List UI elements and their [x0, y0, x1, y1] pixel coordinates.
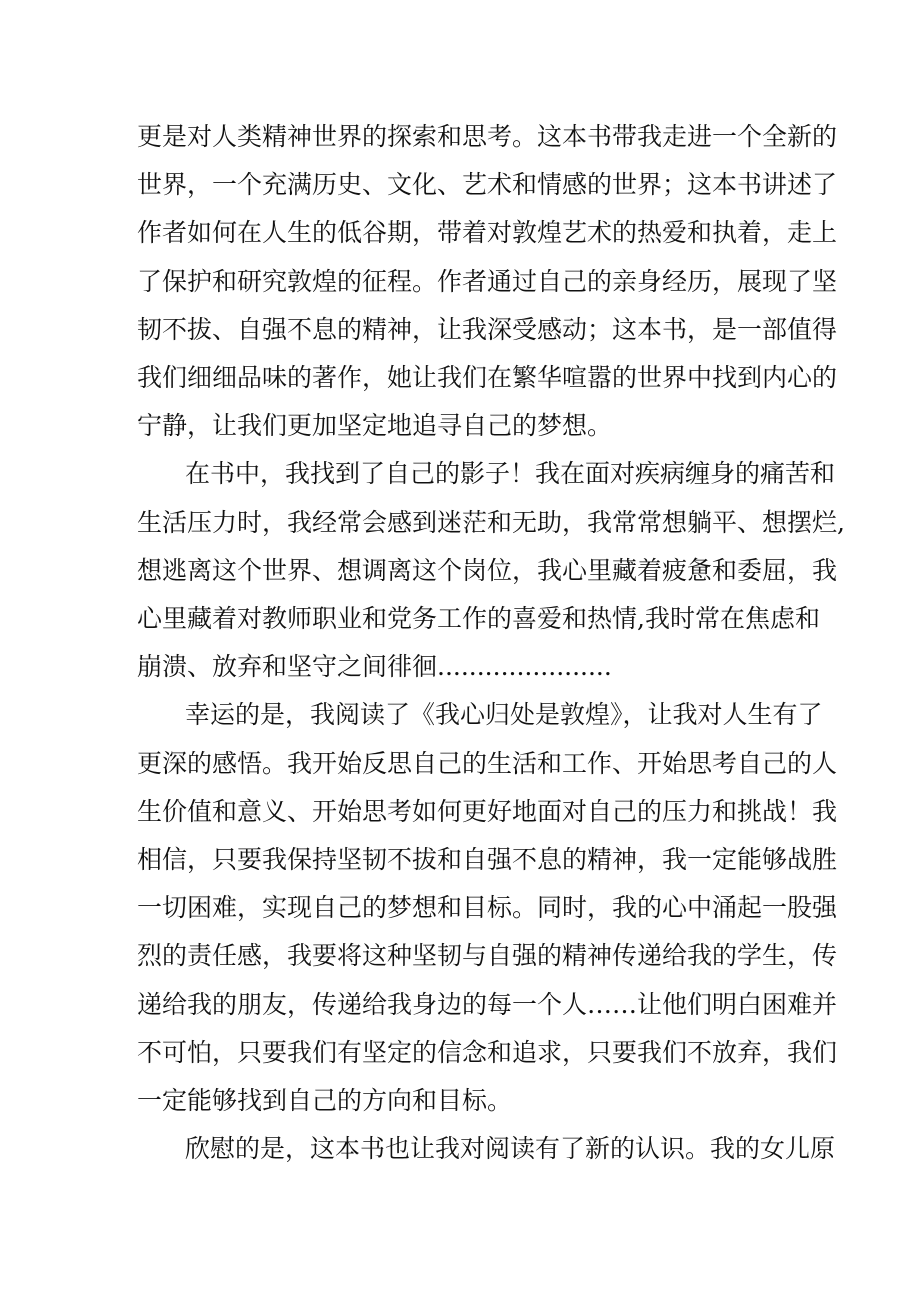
text-line: 不可怕，只要我们有坚定的信念和追求，只要我们不放弃，我们 [137, 1037, 838, 1067]
text-line: 生价值和意义、开始思考如何更好地面对自己的压力和挑战！我 [137, 796, 838, 826]
text-line: 作者如何在人生的低谷期，带着对敦煌艺术的热爱和执着，走上 [137, 218, 838, 248]
text-line: 烈的责任感，我要将这种坚韧与自强的精神传递给我的学生，传 [137, 941, 838, 971]
text-line: 更是对人类精神世界的探索和思考。这本书带我走进一个全新的 [137, 122, 838, 151]
text-line: 生活压力时，我经常会感到迷茫和无助，我常常想躺平、想摆烂, [137, 507, 845, 537]
text-line: 了保护和研究敦煌的征程。作者通过自己的亲身经历，展现了坚 [137, 266, 838, 296]
text-line: 一切困难，实现自己的梦想和目标。同时，我的心中涌起一股强 [137, 893, 838, 923]
text-line: 韧不拔、自强不息的精神，让我深受感动；这本书，是一部值得 [137, 314, 838, 344]
text-line: 崩溃、放弃和坚守之间徘徊...................... [137, 652, 612, 682]
text-line: 一定能够找到自己的方向和目标。 [137, 1086, 513, 1115]
text-line: 想逃离这个世界、想调离这个岗位，我心里藏着疲惫和委屈，我 [137, 555, 838, 585]
text-line: 幸运的是，我阅读了《我心归处是敦煌》，让我对人生有了 [185, 700, 823, 730]
text-line: 相信，只要我保持坚韧不拔和自强不息的精神，我一定能够战胜 [137, 845, 838, 874]
text-line: 世界，一个充满历史、文化、艺术和情感的世界；这本书讲述了 [137, 170, 838, 200]
text-line: 更深的感悟。我开始反思自己的生活和工作、开始思考自己的人 [137, 748, 838, 778]
text-line: 在书中，我找到了自己的影子！我在面对疾病缠身的痛苦和 [185, 459, 836, 489]
text-line: 我们细细品味的著作，她让我们在繁华喧嚣的世界中找到内心的 [137, 363, 838, 392]
text-line: 递给我的朋友，传递给我身边的每一个人……让他们明白困难并 [137, 989, 838, 1019]
text-line: 心里藏着对教师职业和党务工作的喜爱和热情,我时常在焦虑和 [137, 604, 820, 633]
text-line: 欣慰的是，这本书也让我对阅读有了新的认识。我的女儿原 [185, 1134, 836, 1164]
text-line: 宁静，让我们更加坚定地追寻自己的梦想。 [137, 411, 613, 441]
